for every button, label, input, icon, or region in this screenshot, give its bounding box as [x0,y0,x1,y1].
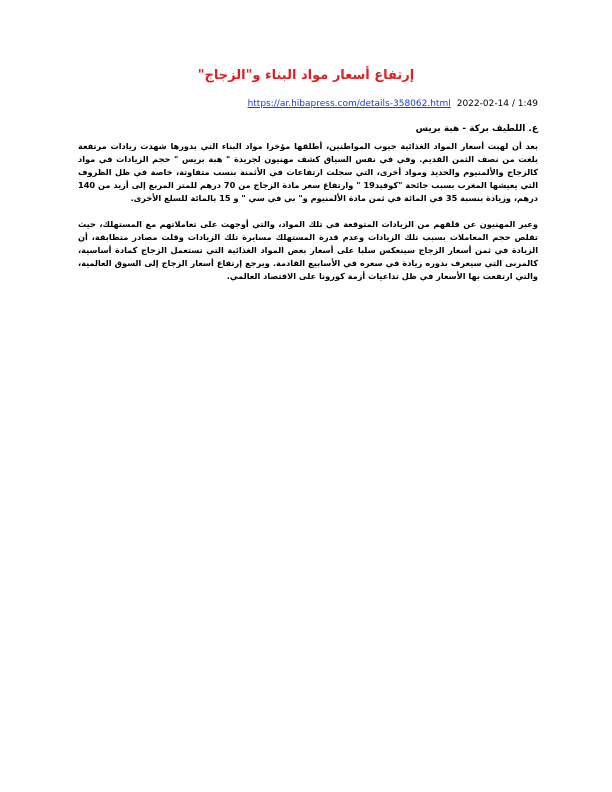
article-paragraph-1: بعد أن لهبت أسعار المواد الغذائية جيوب المواطنين، أطلقها مؤخرا مواد البناء التي بدورها شهدت زيادات مرتفعة بلغت من نصف الثمن القديم. وفي في نفس السياق كشف مهنيون لجريدة " هبة بريس " حجم الزيادات في مواد كالزجاج والألمنيوم والحديد ومواد أخرى، التي سجلت ارتفاعات في الأثمنة بنسب متفاوتة، خاصة في ظل الظروف التي يعيشها المغرب بسبب جائحة "كوفيد19 " وارتفاع سعر مادة الزجاج من 70 درهم للمتر المربع إلى أزيد من 140 درهم، وزيادة بنسبة 35 في المائة في ثمن مادة الألمنيوم و" بي في سي " و 15 بالمائة للسلع الأخرى. [78,141,538,203]
article-title: إرتفاع أسعار مواد البناء و"الزجاج" [197,68,415,83]
article-source-link[interactable]: https://ar.hibapress.com/details-358062.html [247,99,451,109]
article-author: ع. اللطيف بركة - هبة بريس [415,124,538,134]
article-paragraph-2: وعبر المهنيون عن قلقهم من الزيادات المتوقعة في تلك المواد، والتي أوجهت على تعاملاتهم مع المستهلك، حيث تقلص حجم المعاملات بسبب تلك الزيادات وعدم قدرة المستهلك مسايرة تلك الزيادات وقلت مصادر متطابقة، أن الزيادة في ثمن أسعار الزجاج سينعكس سلبا على أسعار بعض المواد الغذائية التي تستعمل الزجاج كمادة أساسية، كالمربى التي سيعرف بدوره زيادة في سعره في الأسابيع القادمة. ويرجع إرتفاع أسعار الزجاج إلى السوق العالمية، والتي ارتفعت بها الأسعار في ظل تداعيات أزمة كورونا على الاقتصاد العالمي. [78,219,538,281]
article-datetime: 2022-02-14 / 1:49 [456,99,538,109]
article-meta [248,99,538,109]
